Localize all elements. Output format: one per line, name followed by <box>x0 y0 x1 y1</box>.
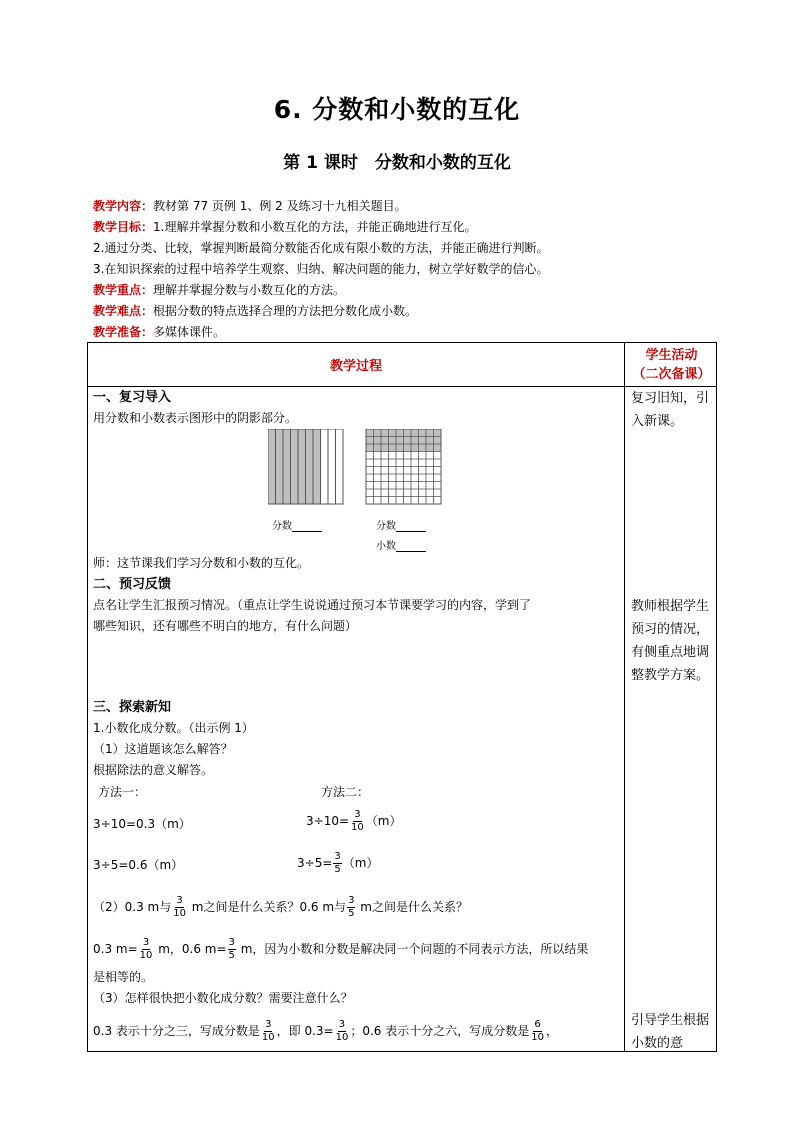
key-line <box>93 280 733 301</box>
question-3: （3）怎样很快把小数化成分数？需要注意什么？ <box>93 991 353 1005</box>
question-2: （2）0.3 m与 $\frac{3}{10}$ m之间是什么关系？0.6 m与 $\frac{3}{5}$ m之间是什么关系？ <box>93 895 468 919</box>
fraction-3-5: $\frac{3}{5}$ <box>228 937 235 961</box>
student-note-2: 教师根据学生预习的情况，有侧重点地调整教学方案。 <box>631 599 710 683</box>
header-teaching-process: 教学过程 <box>329 359 382 374</box>
goal-3: 3.在知识探索的过程中培养学生观察、归纳、解决问题的能力，树立学好数学的信心。 <box>93 262 549 276</box>
section-preview-text-1: 点名让学生汇报预习情况。（重点让学生说说通过预习本节课要学习的内容，学到了 <box>93 598 532 612</box>
header-divider <box>88 386 716 387</box>
header-student-line1: 学生活动 <box>645 347 698 363</box>
goal-2: 2.通过分类、比较，掌握判断最简分数能否化成有限小数的方法，并能正确进行判断。 <box>93 241 549 255</box>
explore-answer-1: 根据除法的意义解答。 <box>93 763 214 777</box>
fraction-3-5: $\frac{3}{5}$ <box>334 851 341 875</box>
figure-hundredths-grid <box>366 429 441 504</box>
decimal-meaning-line: 0.3 表示十分之三，写成分数是 $\frac{3}{10}$ ，即 0.3= $\frac{3}{10}$ ；0.6 表示十分之六，写成分数是 $\frac{6}{10}$ ， <box>93 1019 558 1043</box>
section-review-title: 一、复习导入 <box>93 390 172 405</box>
answer-2-line-2: 是相等的。 <box>93 970 154 984</box>
explore-item-1: 1.小数化成分数。（出示例 1） <box>93 721 254 735</box>
figure-tenths-grid <box>268 429 343 504</box>
fraction-3-10: $\frac{3}{10}$ <box>173 895 186 919</box>
student-note-1: 复习旧知，引入新课。 <box>631 391 710 429</box>
section-preview-title: 二、预习反馈 <box>93 577 172 592</box>
difficulty-label: 教学难点： <box>93 304 154 318</box>
fraction-3-10: $\frac{3}{10}$ <box>335 1019 349 1043</box>
lesson-intro <box>93 196 733 343</box>
section-preview-text-2: 哪些知识，还有哪些不明白的地方，有什么问题） <box>93 619 358 633</box>
answer-2-line-1: 0.3 m= $\frac{3}{10}$ m，0.6 m= $\frac{3}{5}$ m，因为小数和分数是解决同一个问题的不同表示方法，所以结果 <box>93 937 589 961</box>
header-student-line2: （二次备课） <box>632 366 711 382</box>
section-explore-title: 三、探索新知 <box>93 700 172 715</box>
equation-2-right: 3÷5= $\frac{3}{5}$ （m） <box>297 851 379 875</box>
page-title: 6. 分数和小数的互化 <box>273 95 521 124</box>
prep-label: 教学准备： <box>93 325 154 339</box>
difficulty-text: 根据分数的特点选择合理的方法把分数化成小数。 <box>153 304 418 318</box>
fraction-6-10: $\frac{6}{10}$ <box>531 1019 544 1043</box>
method-one-label: 方法一： <box>98 785 147 799</box>
prep-line <box>93 322 733 343</box>
content-label: 教学内容： <box>93 199 154 213</box>
fig2-decimal-label: 小数 <box>376 537 426 552</box>
method-two-label: 方法二： <box>321 785 370 799</box>
teaching-process-table <box>87 342 717 1052</box>
key-text: 理解并掌握分数与小数互化的方法。 <box>153 283 346 297</box>
header-student-activity <box>625 343 717 386</box>
column-divider <box>624 343 625 1051</box>
teacher-line: 师：这节课我们学习分数和小数的互化。 <box>93 556 310 570</box>
equation-2-left: 3÷5=0.6（m） <box>93 858 184 872</box>
fig1-fraction-label: 分数 <box>272 517 322 532</box>
fraction-3-5: $\frac{3}{5}$ <box>348 895 355 919</box>
difficulty-line <box>93 301 733 322</box>
student-note-3: 引导学生根据小数的意 <box>631 1013 710 1051</box>
fraction-3-10: $\frac{3}{10}$ <box>139 937 153 961</box>
equation-1-left: 3÷10=0.3（m） <box>93 817 191 831</box>
fraction-3-10: $\frac{3}{10}$ <box>351 809 364 833</box>
goal-1: 1.理解并掌握分数和小数互化的方法，并能正确地进行互化。 <box>153 220 477 234</box>
content-text: 教材第 77 页例 1、例 2 及练习十九相关题目。 <box>153 199 407 213</box>
lesson-subtitle: 第 1 课时 分数和小数的互化 <box>283 153 511 173</box>
explore-question-1: （1）这道题该怎么解答？ <box>93 742 233 756</box>
content-line <box>93 196 733 217</box>
goal-line <box>93 217 733 238</box>
goal-label: 教学目标： <box>93 220 154 234</box>
fraction-3-10: $\frac{3}{10}$ <box>261 1019 275 1043</box>
fig2-fraction-label: 分数 <box>376 517 426 532</box>
section-review-text: 用分数和小数表示图形中的阴影部分。 <box>93 411 298 425</box>
prep-text: 多媒体课件。 <box>153 325 226 339</box>
equation-1-right: 3÷10= $\frac{3}{10}$ （m） <box>306 809 402 833</box>
key-label: 教学重点： <box>93 283 154 297</box>
